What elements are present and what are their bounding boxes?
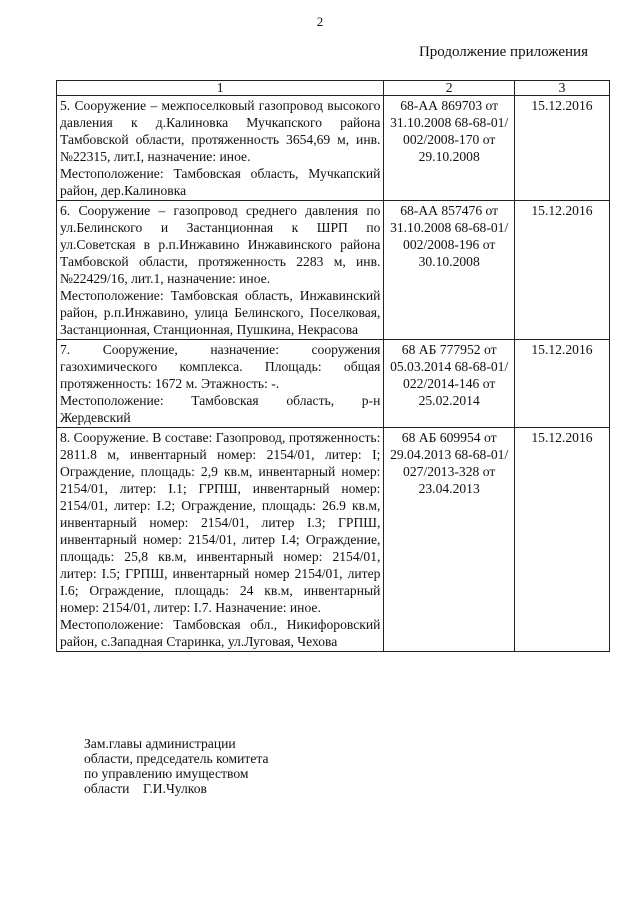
table-row xyxy=(57,96,610,201)
registration-cell: 68-АА 869703 от 31.10.2008 68-68-01/ 002/2008-170 от 29.10.2008 xyxy=(384,96,515,201)
signature-line: области Г.И.Чулков xyxy=(84,781,207,796)
table-header-row xyxy=(57,81,610,96)
object-description: 5. Сооружение – межпоселковый газопровод высокого давления к д.Калиновка Мучкапского района Тамбовской области, протяженность 3654,69 м, инв.№22315, лит.I, назначение: иное. xyxy=(60,98,381,164)
object-location: Местоположение: Тамбовская область, Инжавинский район, р.п.Инжавино, улица Белинского, Поселковая, Застанционная, Станционная, Пушкина, Некрасова xyxy=(60,288,381,337)
object-location: Местоположение: Тамбовская область, р-н Жердевский xyxy=(60,393,381,425)
date-cell: 15.12.2016 xyxy=(514,428,609,652)
date-cell: 15.12.2016 xyxy=(514,340,609,428)
signature-line: по управлению имуществом xyxy=(84,766,249,781)
object-description-cell xyxy=(57,428,384,652)
object-description: 6. Сооружение – газопровод среднего давления по ул.Белинского и Застанционная к ШРП по ул.Советская в р.п.Инжавино Инжавинского района Тамбовской области, протяженность 2283 м, инв.№22429/16, лит.1, назначение: иное. xyxy=(60,203,381,286)
signature-block xyxy=(84,736,269,796)
property-table xyxy=(56,80,610,652)
object-description: 7. Сооружение, назначение: сооружения газохимического комплекса. Площадь: общая протяженность: 1672 м. Этажность: -. xyxy=(60,342,381,391)
continuation-label: Продолжение приложения xyxy=(418,44,588,60)
table-row xyxy=(57,428,610,652)
page-number: 2 xyxy=(316,14,324,29)
date-cell: 15.12.2016 xyxy=(514,201,609,340)
header-col-3: 3 xyxy=(514,81,609,96)
header-col-2: 2 xyxy=(384,81,515,96)
table-row xyxy=(57,340,610,428)
signature-line: Зам.главы администрации xyxy=(84,736,236,751)
object-location: Местоположение: Тамбовская обл., Никифоровский район, с.Западная Старинка, ул.Луговая, Чехова xyxy=(60,617,381,649)
object-description: 8. Сооружение. В составе: Газопровод, протяженность: 2811.8 м, инвентарный номер: 2154/01, литер: I; Ограждение, площадь: 2,9 кв.м, инвентарный номер: 2154/01, литер: I.1; ГРПШ, инвентарный номер: 2154/01, литер: I.2; Ограждение, площадь: 26.9 кв.м, инвентарный номер: 2154/01, литер I.3; ГРПШ, инвентарный номер: 2154/01, литер I.4; Ограждение, площадь: 25,8 кв.м, инвентарный номер: 2154/01, литер: I.5; ГРПШ, инвентарный номер 2154/01, литер I.6; Ограждение, площадь: 24 кв.м, инвентарный номер: 2154/01, литер: I.7. Назначение: иное. xyxy=(60,430,381,615)
object-description-cell xyxy=(57,96,384,201)
signature-line: области, председатель комитета xyxy=(84,751,269,766)
object-location: Местоположение: Тамбовская область, Мучкапский район, дер.Калиновка xyxy=(60,166,381,198)
object-description-cell xyxy=(57,201,384,340)
registration-cell: 68 АБ 609954 от 29.04.2013 68-68-01/ 027/2013-328 от 23.04.2013 xyxy=(384,428,515,652)
object-description-cell xyxy=(57,340,384,428)
date-cell: 15.12.2016 xyxy=(514,96,609,201)
registration-cell: 68 АБ 777952 от 05.03.2014 68-68-01/ 022/2014-146 от 25.02.2014 xyxy=(384,340,515,428)
table-row xyxy=(57,201,610,340)
registration-cell: 68-АА 857476 от 31.10.2008 68-68-01/ 002/2008-196 от 30.10.2008 xyxy=(384,201,515,340)
header-col-1: 1 xyxy=(57,81,384,96)
